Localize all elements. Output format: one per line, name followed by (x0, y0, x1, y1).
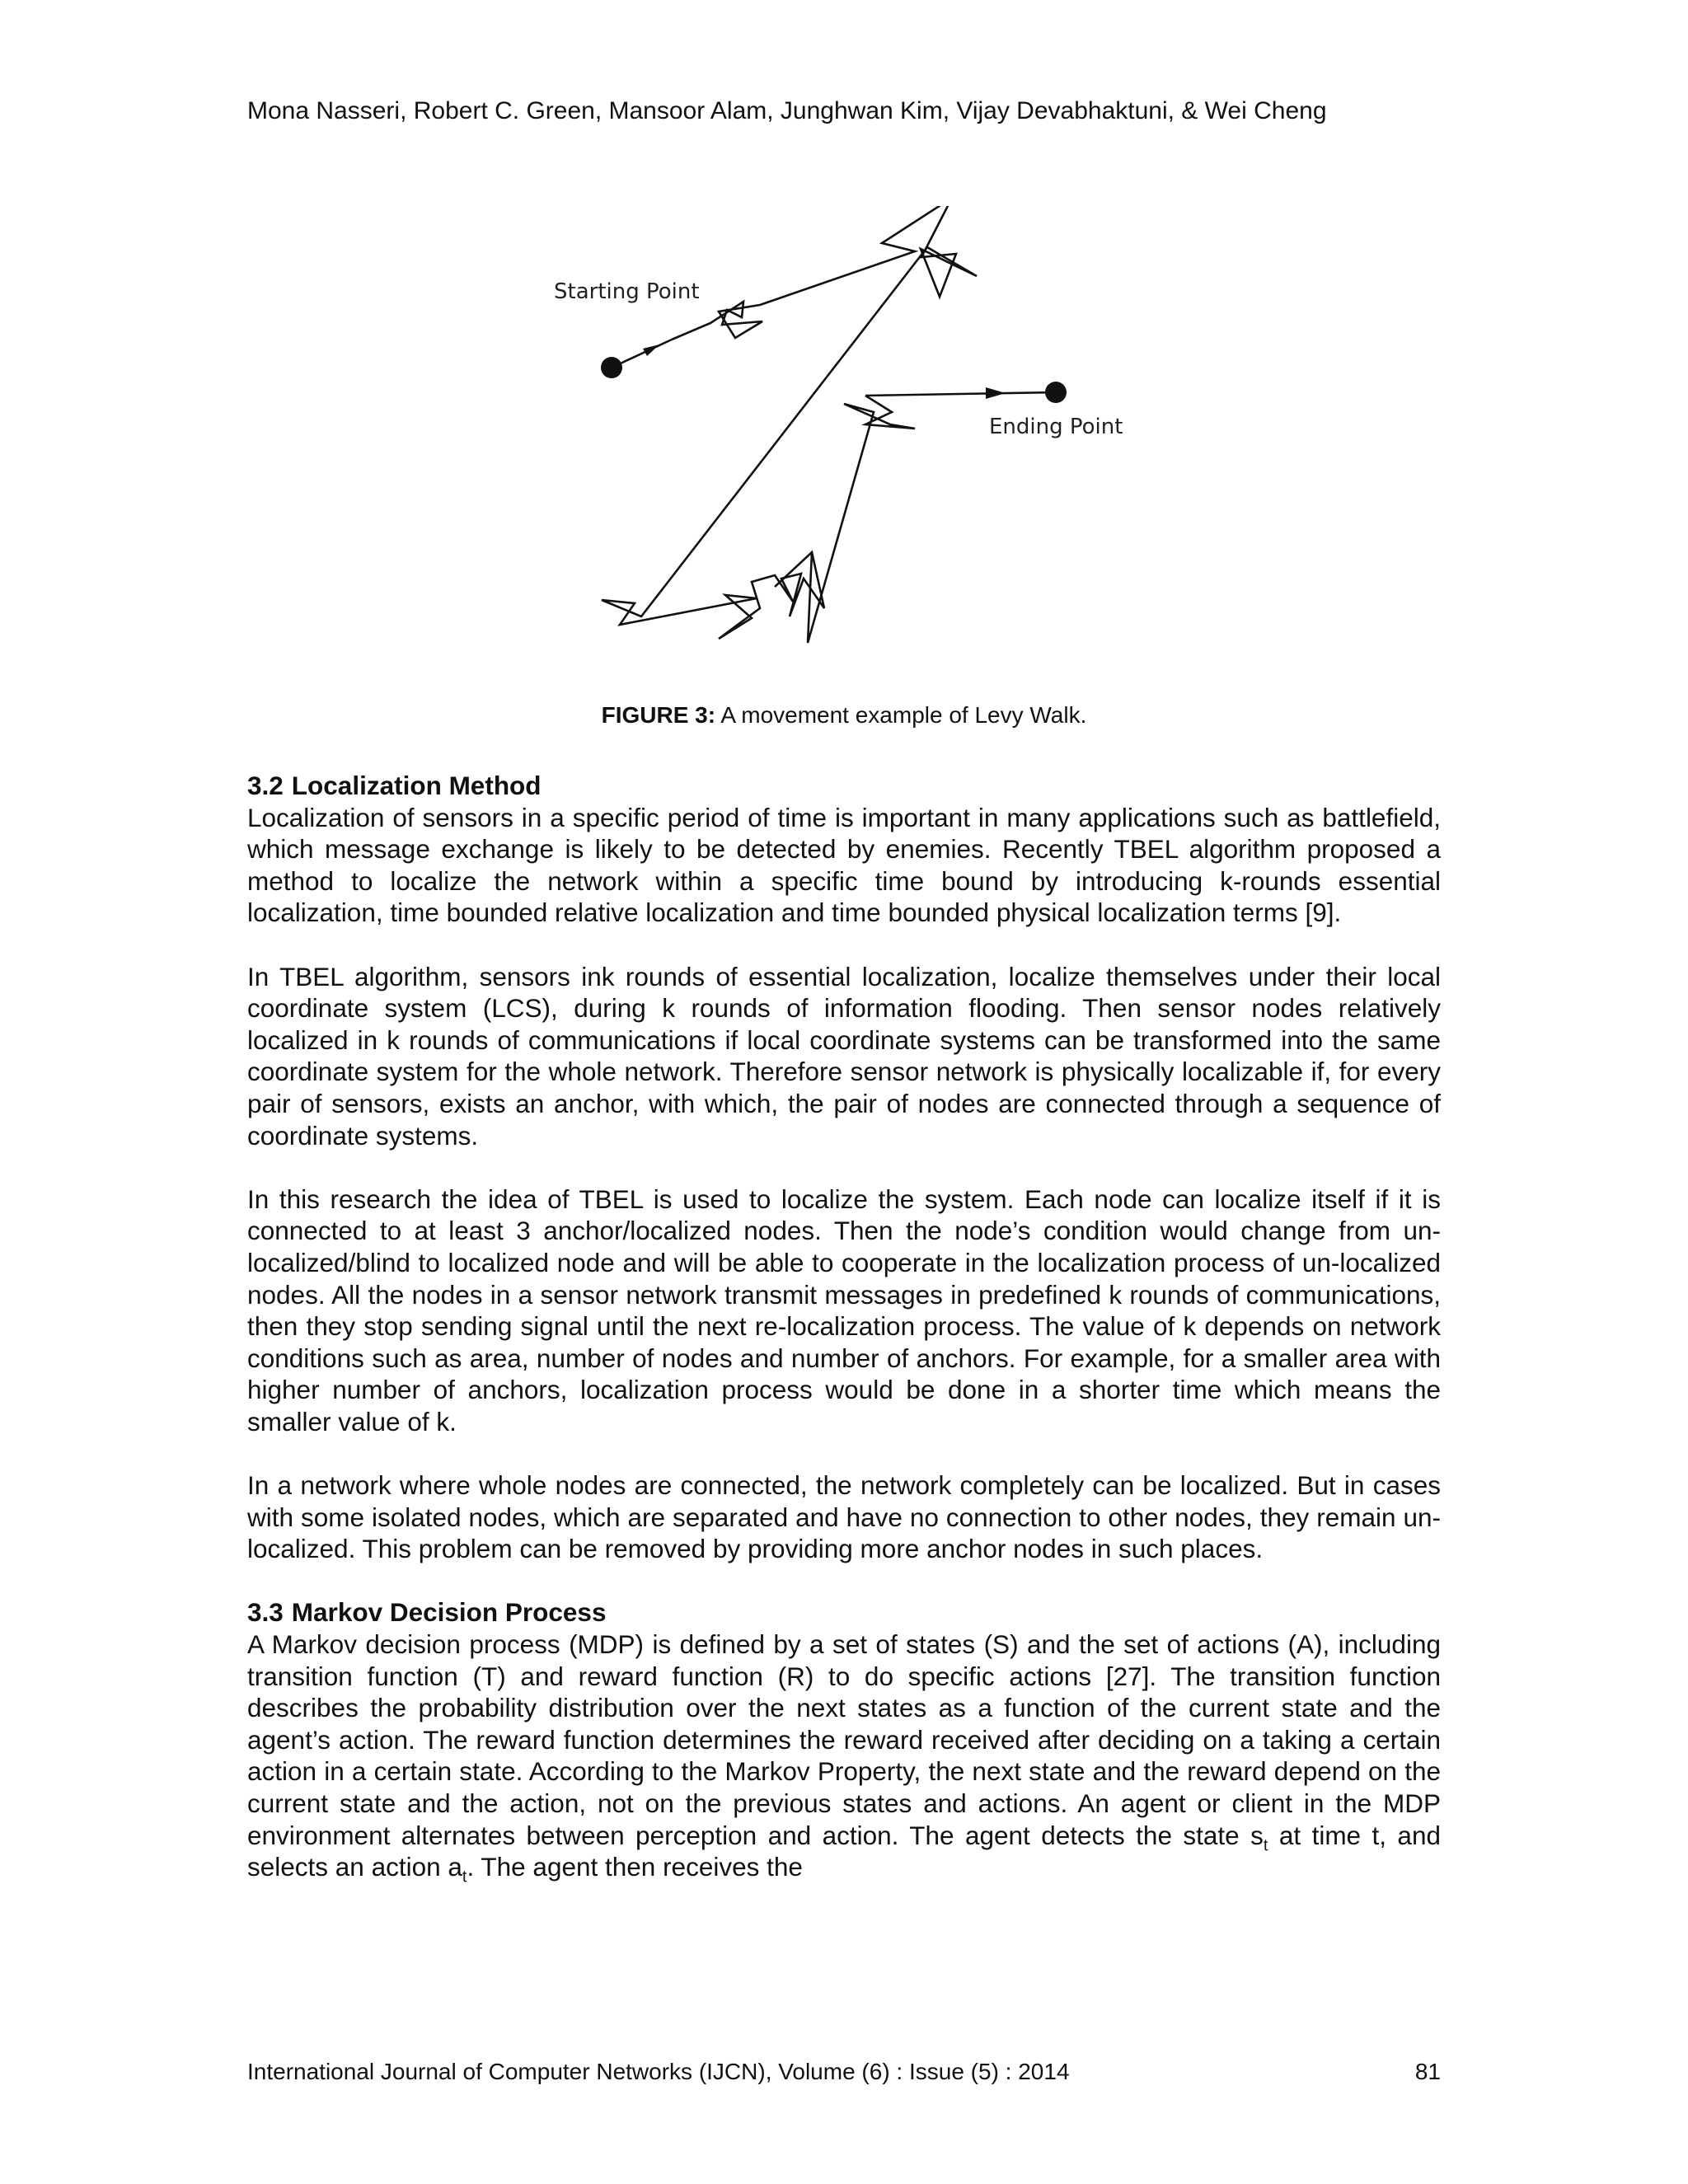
body-content (247, 770, 1441, 1886)
figure-caption-label: FIGURE 3: (601, 702, 716, 728)
section-title: Localization Method (291, 771, 542, 800)
paragraph (247, 1629, 1441, 1886)
subscript: t (462, 1868, 467, 1886)
section-heading (247, 1596, 1441, 1629)
path-segment (672, 302, 762, 340)
paragraph: In TBEL algorithm, sensors ink rounds of essential localization, localize themselves under their local coordinate system (LCS), during k rounds of information flooding. Then sensor nodes relatively localized in k rounds of communications if local coordinate systems can be transformed into the same coordinate system for the whole network. Therefore sensor network is physically localizable if, for every pair of sensors, exists an anchor, with which, the pair of nodes are connected through a sequence of coordinate systems. (247, 961, 1441, 1151)
start-point-label: Starting Point (554, 279, 700, 304)
running-header: Mona Nasseri, Robert C. Green, Mansoor Alam, Junghwan Kim, Vijay Devabhaktuni, & Wei Cheng (247, 97, 1327, 124)
paragraph-text: A Markov decision process (MDP) is defined by a set of states (S) and the set of actions (A), including transition function (T) and reward function (R) to do specific actions [27]. The transition function describes the probability distribution over the next states as a function of the current state and the agent’s action. The reward function determines the reward received after deciding on a taking a certain action in a certain state. According to the Markov Property, the next state and the reward depend on the current state and the action, not on the previous states and actions. An agent or client in the MDP environment alternates between perception and action. The agent detects the state s (247, 1629, 1441, 1850)
path-segment (865, 392, 1055, 396)
page-number: 81 (1414, 2059, 1441, 2084)
end-point-marker (1045, 382, 1067, 403)
paragraph: Localization of sensors in a specific period of time is important in many applications such as battlefield, which message exchange is likely to be detected by enemies. Recently TBEL algorithm proposed a method to localize the network within a specific time bound by introducing k-rounds essential localization, time bounded relative localization and time bounded physical localization terms [9]. (247, 802, 1441, 928)
section-number: 3.3 (247, 1597, 284, 1628)
figure-caption-text: A movement example of Levy Walk. (715, 702, 1087, 728)
direction-arrow (643, 344, 659, 356)
section-heading (247, 770, 1441, 802)
figure-caption (0, 702, 1688, 729)
paragraph: In this research the idea of TBEL is used to localize the system. Each node can localize itself if it is connected to at least 3 anchor/localized nodes. Then the node’s condition would change from un-localized/blind to localized node and will be able to cooperate in the localization process of un-localized nodes. All the nodes in a sensor network transmit messages in predefined k rounds of communications, then they stop sending signal until the next re-localization process. The value of k depends on network conditions such as area, number of nodes and number of anchors. For example, for a smaller area with higher number of anchors, localization process would be done in a shorter time which means the smaller value of k. (247, 1183, 1441, 1436)
paragraph-text: . The agent then receives the (467, 1852, 803, 1882)
levy-walk-figure (528, 206, 1154, 668)
section-number: 3.2 (247, 771, 284, 800)
end-point-label: Ending Point (989, 415, 1123, 439)
section-title: Markov Decision Process (291, 1597, 607, 1628)
subscript: t (1263, 1835, 1268, 1854)
path-segment (760, 206, 977, 305)
direction-arrow (986, 387, 1006, 399)
journal-citation: International Journal of Computer Networks (IJCN), Volume (6) : Issue (5) : 2014 (247, 2059, 1070, 2084)
paragraph-text: at time t, and selects an action a (247, 1820, 1441, 1882)
levy-walk-diagram (528, 206, 1154, 668)
start-point-marker (601, 357, 622, 378)
paragraph: In a network where whole nodes are connected, the network completely can be localized. But in cases with some isolated nodes, which are separated and have no connection to other nodes, they remain un-localized. This problem can be removed by providing more anchor nodes in such places. (247, 1470, 1441, 1564)
